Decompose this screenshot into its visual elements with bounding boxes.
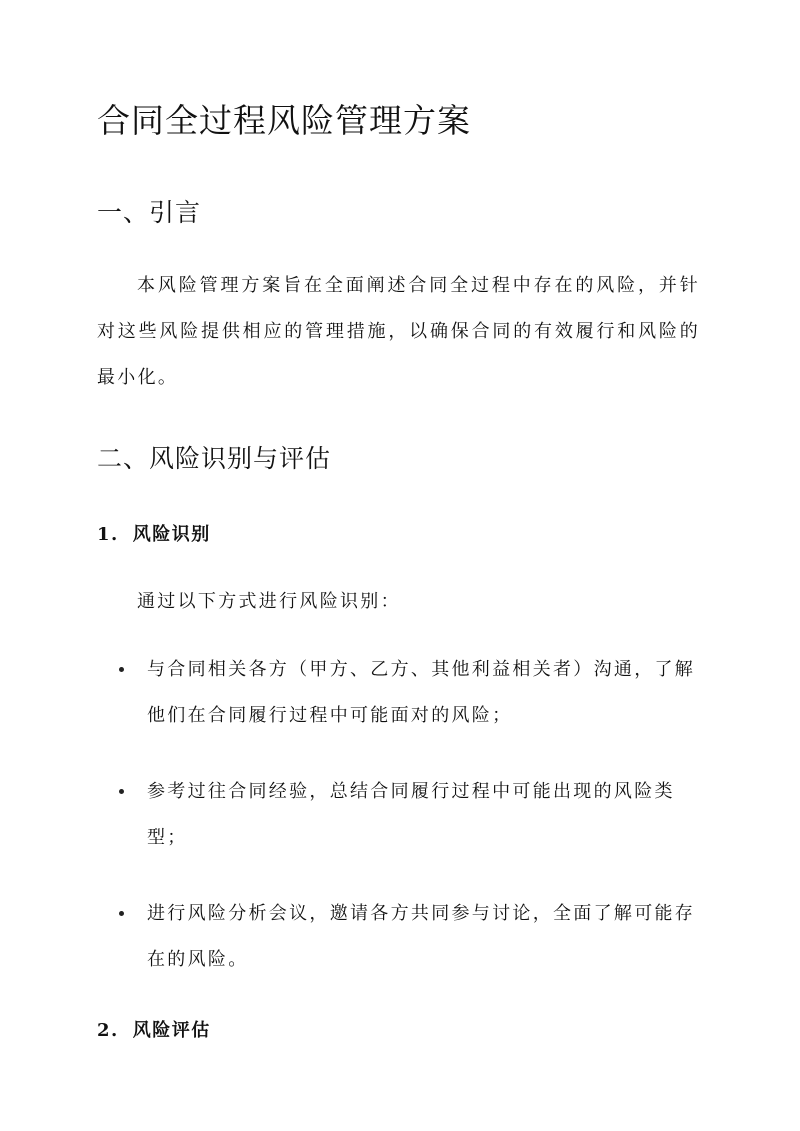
- identification-bullet-list: [97, 647, 700, 983]
- subsection-title: 风险评估: [132, 1020, 211, 1041]
- document-title: 合同全过程风险管理方案: [97, 101, 471, 140]
- bullet-icon: [119, 911, 124, 916]
- list-item-text: 参考过往合同经验，总结合同履行过程中可能出现的风险类型；: [147, 781, 675, 848]
- subsection-heading-risk-identification: [97, 521, 700, 549]
- bullet-icon: [119, 789, 124, 794]
- subsection-number: 2.: [97, 1020, 119, 1041]
- section-heading-risk: 二、风险识别与评估: [97, 444, 332, 473]
- list-item-text: 与合同相关各方（甲方、乙方、其他利益相关者）沟通，了解他们在合同履行过程中可能面对的风险；: [147, 659, 696, 726]
- list-item: [97, 891, 700, 983]
- list-item-text: 进行风险分析会议，邀请各方共同参与讨论，全面了解可能存在的风险。: [147, 903, 696, 970]
- subsection-number: 1.: [97, 524, 119, 545]
- subsection-heading-risk-assessment: [97, 1017, 700, 1045]
- intro-paragraph: 本风险管理方案旨在全面阐述合同全过程中存在的风险，并针对这些风险提供相应的管理措施，以确保合同的有效履行和风险的最小化。: [97, 275, 700, 388]
- subsection-title: 风险识别: [132, 524, 211, 545]
- list-item: [97, 769, 700, 861]
- identification-lead-text: 通过以下方式进行风险识别：: [137, 591, 401, 612]
- bullet-icon: [119, 667, 124, 672]
- section-heading-intro: 一、引言: [97, 198, 202, 227]
- list-item: [97, 647, 700, 739]
